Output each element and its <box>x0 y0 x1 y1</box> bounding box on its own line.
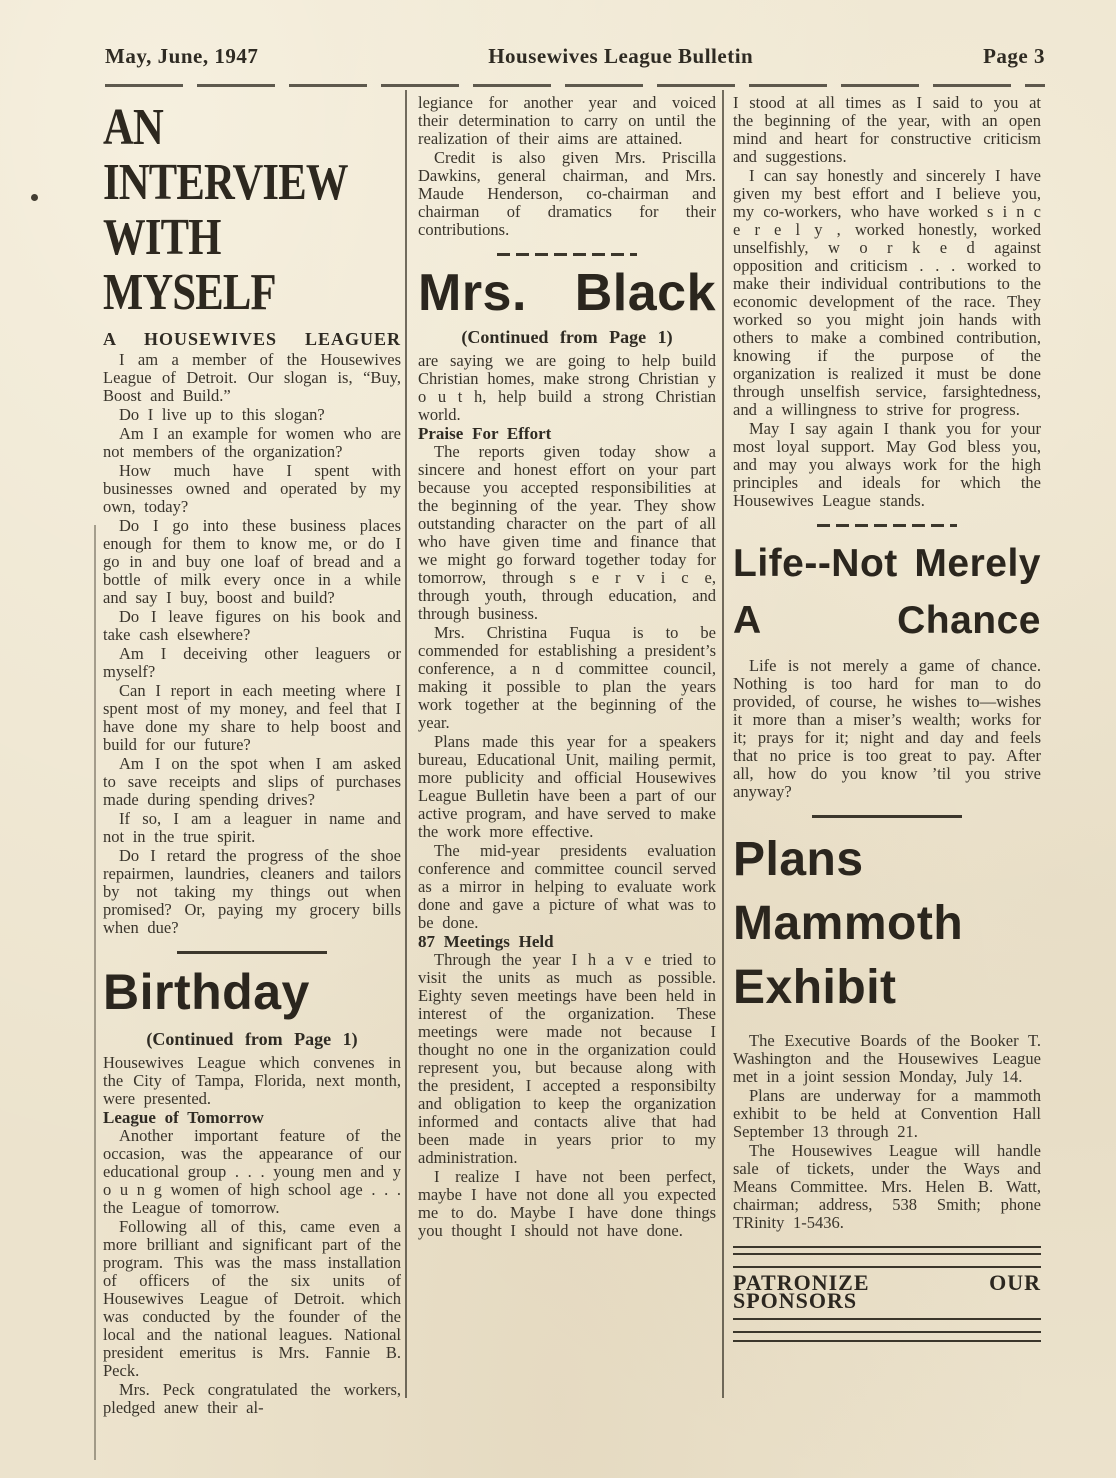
article-paragraph: I stood at all times as I said to you at the beginning of the year, with an open mind and heart for constructive criticism and suggestions. <box>733 93 1041 166</box>
interview-headline-line-1: AN INTERVIEW <box>103 99 348 211</box>
article-paragraph: I can say honestly and sincerely I have given my best effort and I believe you, my co-workers, who have worked s i n c e r e l y , worked honestly, worked unselfishly, w o r k e d against opposition and criticism . . . worked to make their individual contributions to the economic development of the race. They worked so you might join hands with others to make a combined contribution, knowing if the purpose of the organization is realized it must be done through unselfish service, farsightedness, and a willingness to strive for progress. <box>733 166 1041 419</box>
article-paragraph: Am I deceiving other leaguers or myself? <box>103 644 401 681</box>
article-paragraph: Credit is also given Mrs. Priscilla Dawkins, general chairman, and Mrs. Maude Henderson, co-chairman and chairman of dramatics for their contributions. <box>418 148 716 239</box>
life-chance-headline <box>733 535 1041 649</box>
mrs-black-subhead-2: 87 Meetings Held <box>418 932 554 951</box>
masthead <box>105 44 1045 69</box>
sponsors-label: PATRONIZE OUR SPONSORS <box>733 1270 1041 1313</box>
column-3 <box>733 94 1041 1342</box>
plans-exhibit-headline-line-3: Exhibit <box>733 961 897 1014</box>
article-paragraph: Am I an example for women who are not members of the organization? <box>103 424 401 461</box>
article-paragraph: Do I live up to this slogan? <box>119 405 325 424</box>
article-paragraph: Do I go into these business places enough for them to know me, or do I go in and buy one loaf of bread and a bottle of milk every once in a while and say I buy, boost and build? <box>103 516 401 607</box>
article-paragraph: Housewives League which convenes in the City of Tampa, Florida, next month, were presented. <box>103 1053 401 1108</box>
life-chance-headline-line-1: Life--Not Merely <box>733 542 1041 585</box>
masthead-date: May, June, 1947 <box>105 44 259 68</box>
interview-headline-line-2: WITH MYSELF <box>103 209 276 321</box>
mrs-black-subhead-1: Praise For Effort <box>418 424 552 443</box>
article-paragraph: The mid-year presidents evaluation conference and committee council served as a mirror in helping to evaluate work done and gave a picture of what was to be done. <box>418 841 716 932</box>
sponsors-rule <box>733 1318 1041 1320</box>
article-paragraph: Life is not merely a game of chance. Nothing is too hard for man to do provided, of course, he wishes to—wishes it more than a miser’s wealth; works for it; prays for it; night and day and feels that no price is too great to pay. After all, how do you know ’til you strive anyway? <box>733 656 1041 801</box>
column-divider-1 <box>405 90 407 1398</box>
life-chance-headline-line-2: A Chance <box>733 599 1041 642</box>
interview-headline <box>103 100 401 320</box>
column-2 <box>418 94 716 1241</box>
sponsors-rule <box>733 1331 1041 1333</box>
sponsors-rule <box>733 1246 1041 1248</box>
article-paragraph: I am a member of the Housewives League of Detroit. Our slogan is, “Buy, Boost and Build.” <box>103 350 401 405</box>
article-paragraph: Another important feature of the occasion, was the appearance of our educational group . . . young men and y o u n g women of high school age . . . the League of tomorrow. <box>103 1126 401 1217</box>
sponsors-rule <box>733 1253 1041 1255</box>
article-paragraph: I realize I have not been perfect, maybe I have not done all you expected me to do. Maybe I have done things you thought I should not have done. <box>418 1167 716 1240</box>
article-paragraph: Following all of this, came even a more brilliant and significant part of the program. This was the mass installation of officers of the six units of Housewives League of Detroit. which was conducted by the founder of the local and the national leagues. National president emeritus is Mrs. Fannie B. Peck. <box>103 1217 401 1380</box>
article-paragraph: Am I on the spot when I am asked to save receipts and slips of purchases made during spending drives? <box>103 754 401 809</box>
masthead-title: Housewives League Bulletin <box>488 44 754 68</box>
plans-exhibit-headline-line-2: Mammoth <box>733 897 964 950</box>
plans-exhibit-headline-line-1: Plans <box>733 833 864 886</box>
birthday-subhead: League of Tomorrow <box>103 1108 264 1127</box>
section-divider-dashed <box>497 253 637 256</box>
article-paragraph: Do I retard the progress of the shoe repairmen, laundries, cleaners and tailors by not taking my things out when promised? Or, paying my grocery bills when due? <box>103 846 401 937</box>
sponsors-box <box>733 1246 1041 1342</box>
mrs-black-continued-note: (Continued from Page 1) <box>461 327 673 347</box>
mrs-black-headline: Mrs. Black <box>418 264 716 322</box>
sponsors-rule <box>733 1340 1041 1342</box>
section-divider <box>812 815 962 818</box>
masthead-page-number: Page 3 <box>983 44 1045 68</box>
column-1 <box>103 94 401 1418</box>
interview-byline: A HOUSEWIVES LEAGUER <box>103 329 401 349</box>
article-paragraph: If so, I am a leaguer in name and not in the true spirit. <box>103 809 401 846</box>
section-divider-dashed <box>817 524 957 527</box>
article-paragraph: Can I report in each meeting where I spent most of my money, and feel that I have done my share to help boost and build for our future? <box>103 681 401 754</box>
left-page-crease <box>94 525 96 1460</box>
section-divider <box>177 951 327 954</box>
article-paragraph: Mrs. Christina Fuqua is to be commended for establishing a president’s conference, a n d committee council, making it possible to plan the years work together at the beginning of the year. <box>418 623 716 732</box>
sponsors-rule <box>733 1266 1041 1268</box>
article-paragraph: Plans are underway for a mammoth exhibit to be held at Convention Hall September 13 through 21. <box>733 1086 1041 1141</box>
article-paragraph: The Housewives League will handle sale of tickets, under the Ways and Means Committee. Mrs. Helen B. Watt, chairman; address, 538 Smith; phone TRinity 1-5436. <box>733 1141 1041 1232</box>
article-paragraph: are saying we are going to help build Christian homes, make strong Christian y o u t h, help build a strong Christian world. <box>418 351 716 424</box>
plans-exhibit-headline <box>733 828 1041 1020</box>
article-paragraph: How much have I spent with businesses owned and operated by my own, today? <box>103 461 401 516</box>
birthday-continued-note: (Continued from Page 1) <box>146 1029 358 1049</box>
article-paragraph: The reports given today show a sincere and honest effort on your part because you accepted responsibilities at the beginning of the year. They show outstanding character on the part of all who have given time and finance that we might go forward together today for tomorrow, through s e r v i c e, through youth, through education, and through business. <box>418 442 716 623</box>
article-paragraph: The Executive Boards of the Booker T. Washington and the Housewives League met in a joint session Monday, July 14. <box>733 1031 1041 1086</box>
article-paragraph: Mrs. Peck congratulated the workers, pledged anew their al- <box>103 1380 401 1417</box>
article-paragraph: Do I leave figures on his book and take cash elsewhere? <box>103 607 401 644</box>
article-paragraph: May I say again I thank you for your most loyal support. May God bless you, and may you always work for the high principles and ideals for which the Housewives League stands. <box>733 419 1041 510</box>
column-divider-2 <box>722 90 724 1398</box>
ink-speck <box>31 194 38 201</box>
article-paragraph: Plans made this year for a speakers bureau, Educational Unit, mailing permit, more publicity and official Housewives League Bulletin have been a part of our active program, and have served to make the work more effective. <box>418 732 716 841</box>
article-paragraph: legiance for another year and voiced their determination to carry on until the realization of their aims are attained. <box>418 93 716 148</box>
birthday-headline: Birthday <box>103 964 310 1020</box>
article-paragraph: Through the year I h a v e tried to visit the units as much as possible. Eighty seven meetings have been held in interest of the organization. These meetings were made not because I thought no one in the organization could represent you, but because along with the president, I accepted a responsibilty and obligation to keep the organization informed and contacts alive that had been made in years prior to my administration. <box>418 950 716 1167</box>
masthead-rule <box>105 84 1045 87</box>
